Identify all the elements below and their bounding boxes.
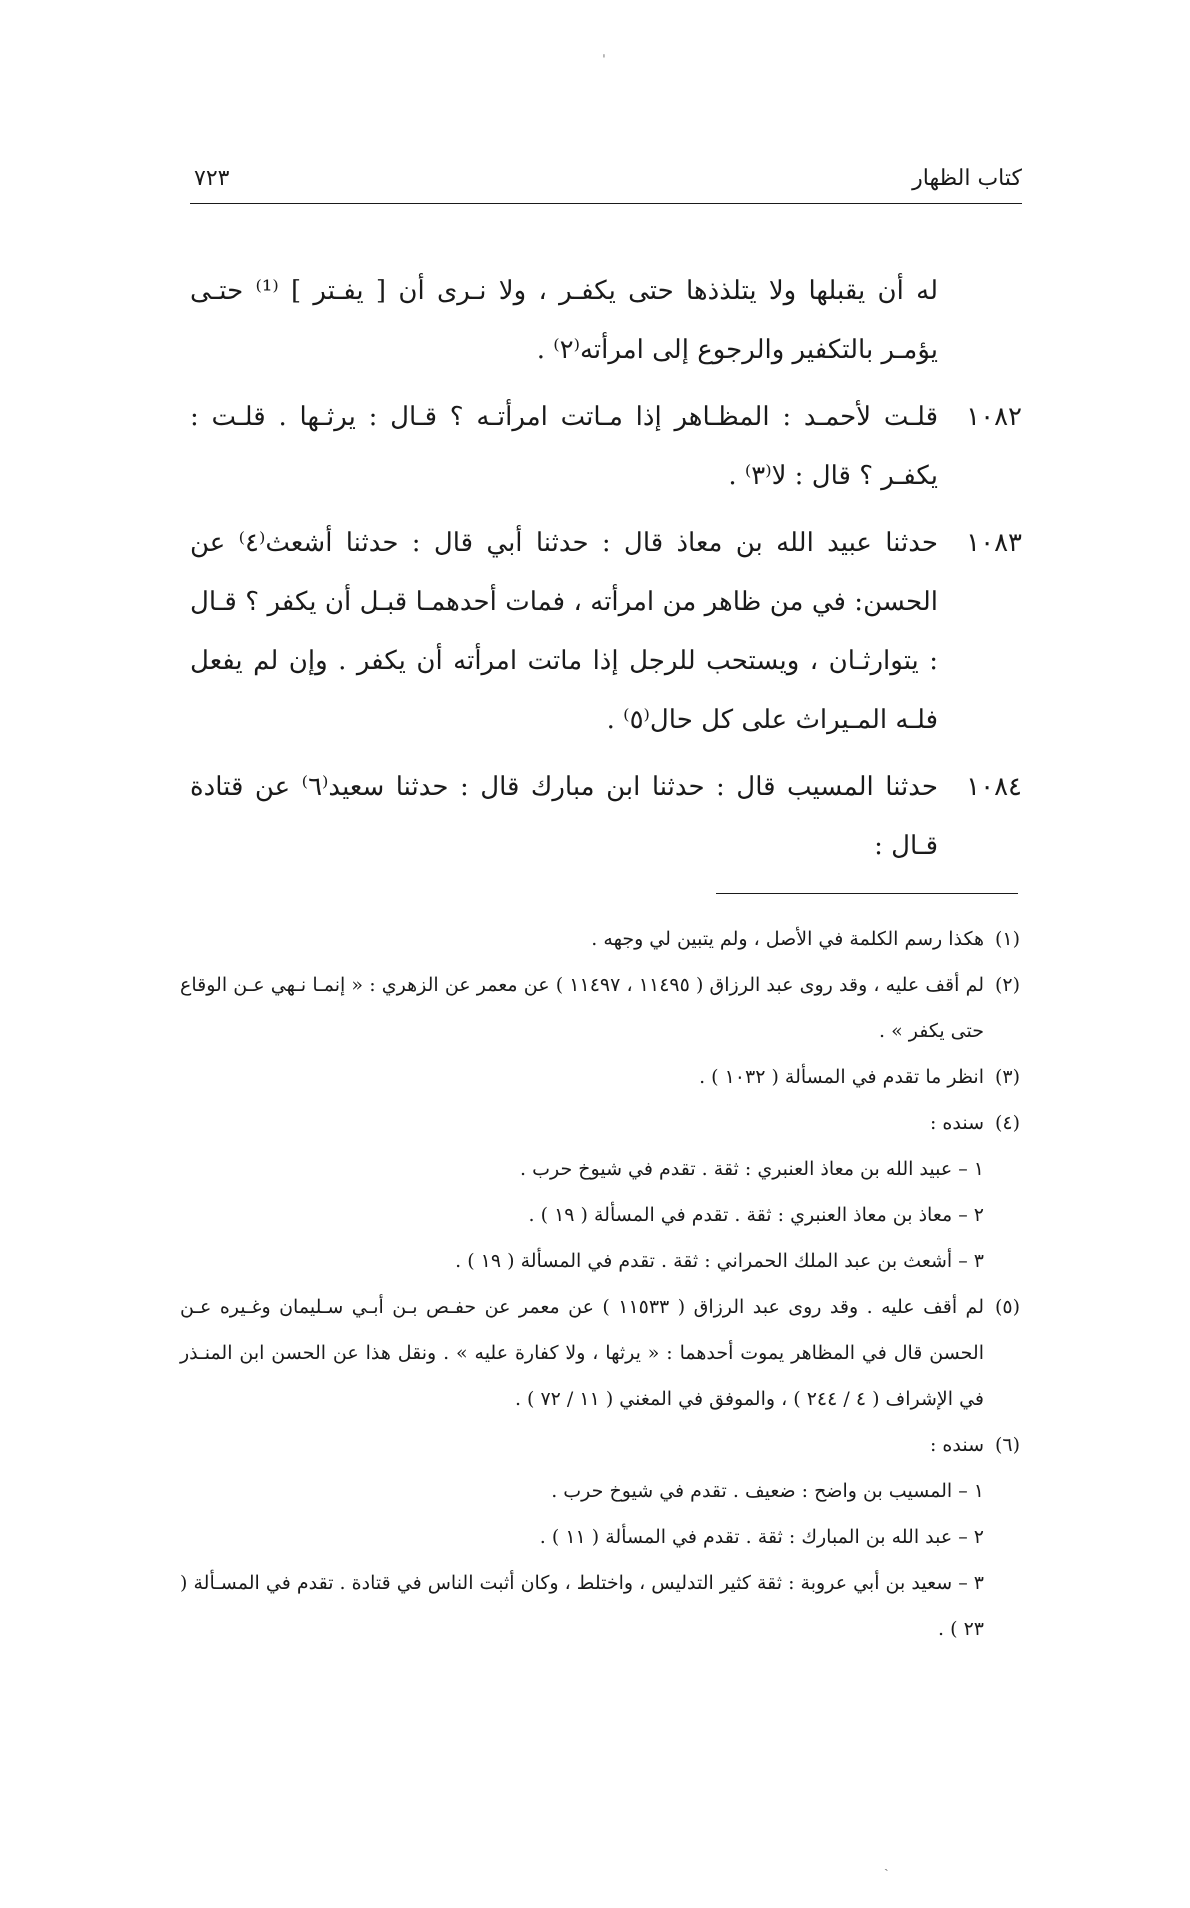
footnote-number: (١): [994, 928, 1020, 950]
footnote-separator: [716, 893, 1018, 894]
footnote-number: (٥): [994, 1296, 1020, 1318]
narrator-item: ٢ – معاذ بن معاذ العنبري : ثقة . تقدم في المسألة ( ١٩ ) .: [528, 1204, 984, 1226]
paragraph-number: ١٠٨٤: [966, 772, 1022, 802]
footnote-text: سنده :: [929, 1112, 984, 1134]
footnote: [180, 1054, 1020, 1100]
paragraph: [190, 514, 1022, 750]
footnote-number: (٣): [994, 1066, 1020, 1088]
paragraph-text: حدثنا المسيب قال : حدثنا ابن مبارك قال : حدثنا سعيد⁽٦⁾ عن قتادة قـال :: [190, 772, 938, 861]
footnote: [180, 1284, 1020, 1422]
header-rule: [190, 203, 1022, 204]
narrator-item: ٣ – سعيد بن أبي عروبة : ثقة كثير التدليس ، واختلط ، وكان أثبت الناس في قتادة . تقدم في المسـألة ( ٢٣ ) .: [180, 1572, 984, 1640]
scan-speck: ˌ: [602, 44, 606, 60]
narrator-item: ٢ – عبد الله بن المبارك : ثقة . تقدم في المسألة ( ١١ ) .: [539, 1526, 984, 1548]
main-text: [190, 262, 1022, 878]
header-title: كتاب الظهار: [912, 166, 1022, 191]
footnote: [180, 1100, 1020, 1284]
footnote: [180, 1422, 1020, 1652]
footnote-text: هكذا رسم الكلمة في الأصل ، ولم يتبين لي وجهه .: [591, 928, 984, 950]
footnote-text: انظر ما تقدم في المسألة ( ١٠٣٢ ) .: [699, 1066, 984, 1088]
paragraph-text: حدثنا عبيد الله بن معاذ قال : حدثنا أبي قال : حدثنا أشعث⁽٤⁾ عن الحسن: في من ظاهر من امرأته ، فمات أحدهمـا قبـل أن يكفر ؟ قـال : يتوارثـان ، ويستحب للرجل إذا ماتت امرأته أن يكفر . وإن لم يفعل فلـه المـيراث على كل حال⁽٥⁾ .: [190, 528, 938, 735]
footnote-text: سنده :: [929, 1434, 984, 1456]
narrator-item: ٣ – أشعث بن عبد الملك الحمراني : ثقة . تقدم في المسألة ( ١٩ ) .: [455, 1250, 984, 1272]
paragraph: [190, 758, 1022, 876]
paragraph: [190, 262, 1022, 380]
paragraph-number: ١٠٨٢: [966, 402, 1022, 432]
narrator-item: ١ – عبيد الله بن معاذ العنبري : ثقة . تقدم في شيوخ حرب .: [520, 1158, 984, 1180]
footnote-number: (٤): [994, 1112, 1020, 1134]
narrator-item: ١ – المسيب بن واضح : ضعيف . تقدم في شيوخ حرب .: [551, 1480, 984, 1502]
footnote: [180, 962, 1020, 1054]
paragraph-text: قلـت لأحمـد : المظـاهر إذا مـاتت امرأتـه ؟ قـال : يرثـها . قلـت : يكفـر ؟ قال : لا⁽٣⁾ .: [190, 402, 938, 491]
footnote: [180, 916, 1020, 962]
footnote-number: (٦): [994, 1434, 1020, 1456]
paragraph-number: ١٠٨٣: [966, 528, 1022, 558]
footnote-text: لم أقف عليه . وقد روى عبد الرزاق ( ١١٥٣٣ ) عن معمر عن حفـص بـن أبـي سـليمان وغـيره عـن الحسن قال في المظاهر يموت أحدهما : « يرثها ، ولا كفارة عليه » . ونقل هذا عن الحسن ابن المنـذر في الإشراف ( ٤ / ٢٤٤ ) ، والموفق في المغني ( ١١ / ٧٢ ) .: [180, 1296, 984, 1410]
footnote-number: (٢): [994, 974, 1020, 996]
running-header: [190, 166, 1022, 202]
paragraph-text: له أن يقبلها ولا يتلذذها حتى يكفـر ، ولا نـرى أن [ يفـتر ] ⁽¹⁾ حتـى يؤمـر بالتكفير والرجوع إلى امرأته⁽٢⁾ .: [190, 276, 939, 365]
footnote-text: لم أقف عليه ، وقد روى عبد الرزاق ( ١١٤٩٥ ، ١١٤٩٧ ) عن معمر عن الزهري : « إنمـا نـهي عـن الوقاع حتى يكفر » .: [180, 974, 985, 1042]
footnotes: [180, 916, 1020, 1652]
page-number: ٧٢٣: [194, 166, 230, 191]
paragraph: [190, 388, 1022, 506]
scan-speck: ˎ: [884, 1856, 889, 1872]
